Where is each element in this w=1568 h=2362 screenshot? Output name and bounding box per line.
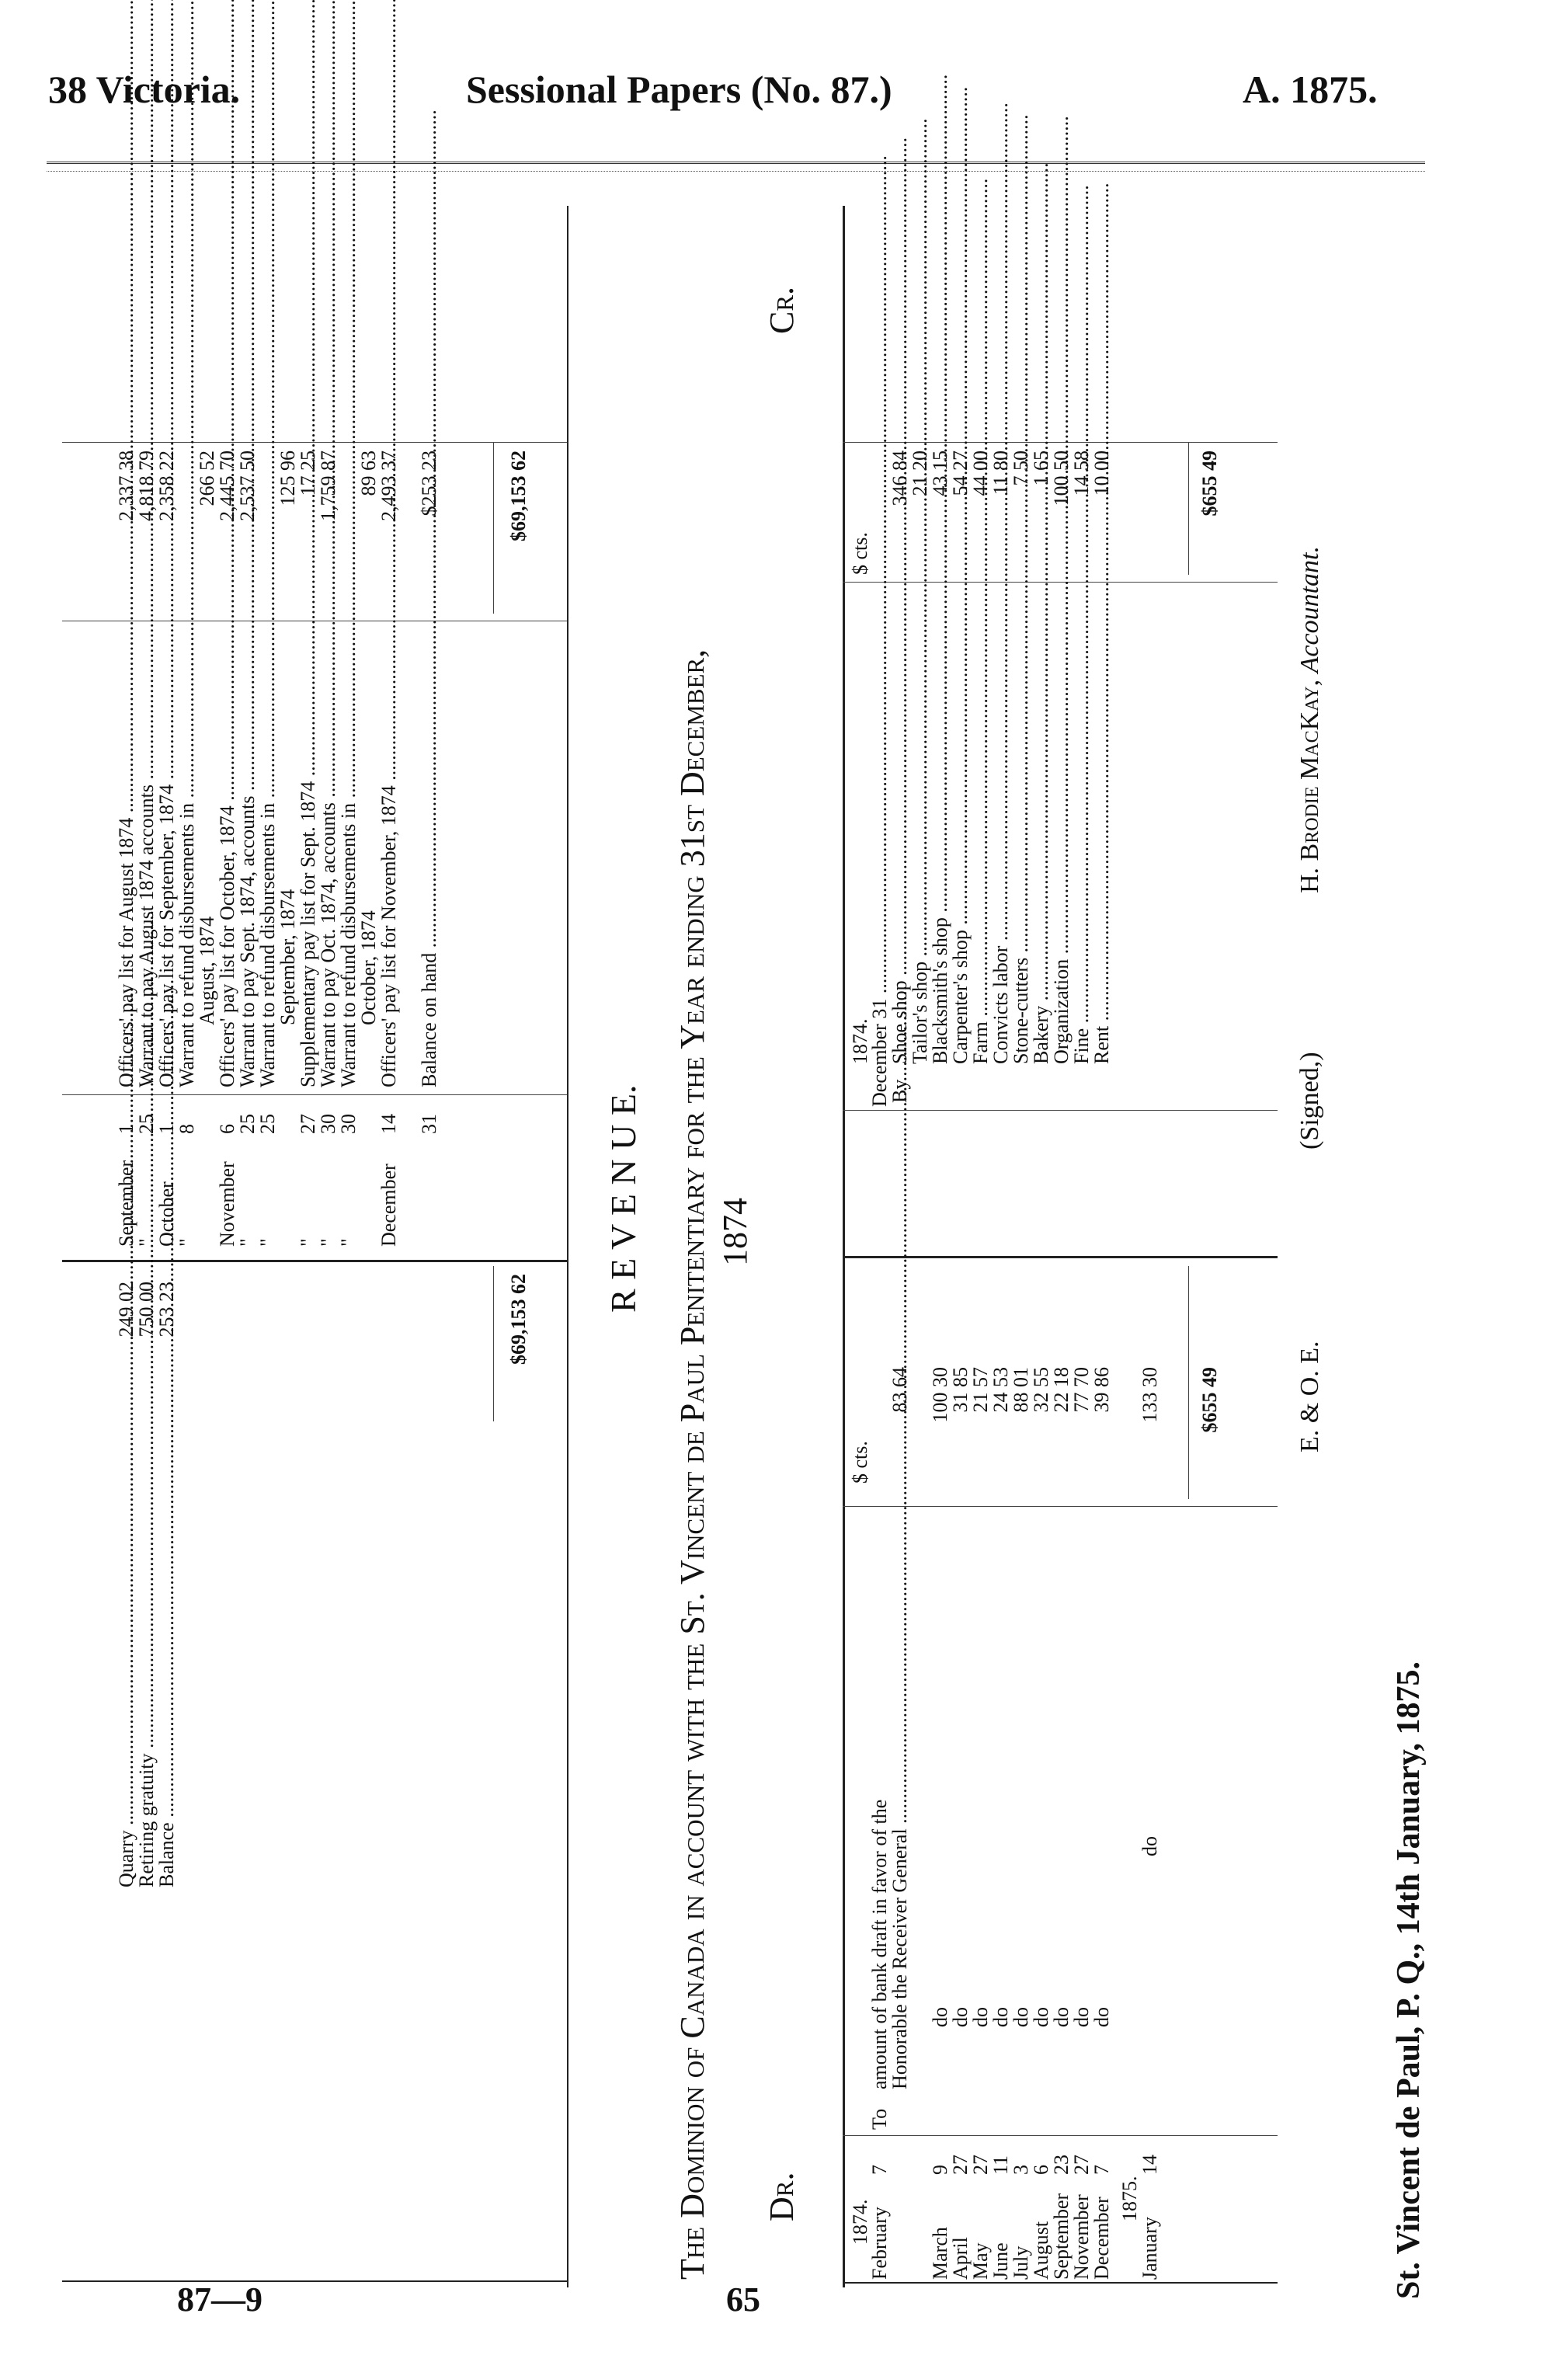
credit-day: 25 <box>256 1114 279 1134</box>
credit-amount: 17 25 <box>297 450 319 496</box>
debit-ditto: do <box>969 2007 992 2027</box>
credit-revenue-amount: 1 65 <box>1030 450 1052 486</box>
debit-month: November <box>1070 2194 1093 2280</box>
debit-month: August <box>1030 2221 1052 2280</box>
credit-day: 14 <box>377 1114 400 1134</box>
debit-month: December <box>1090 2197 1113 2280</box>
credit-revenue-item: Tailor's shop ..... <box>910 598 930 1064</box>
credit-revenue-amount: 11 80 <box>989 450 1012 496</box>
credit-month: " <box>176 1238 198 1247</box>
credit-day: 25 <box>236 1114 259 1134</box>
debit-month: May <box>969 2242 992 2280</box>
revenue-date-rule <box>843 2135 1278 2136</box>
debit-ditto: do <box>1030 2007 1052 2027</box>
credit-day: 25 <box>135 1114 158 1134</box>
credit-day: 30 <box>317 1114 339 1134</box>
revenue-credit-total: $655 49 <box>1198 450 1221 517</box>
credit-revenue-item: Bakery ..... <box>1031 598 1052 1064</box>
credit-revenue-item: Farm ..... <box>971 598 991 1064</box>
eoe-note: E. & O. E. <box>1295 1341 1324 1452</box>
debit-amount: 249 02 <box>115 1282 137 1338</box>
credit-revenue-amount: 21 20 <box>909 450 931 496</box>
header-year: A. 1875. <box>1243 68 1378 111</box>
credit-month: " <box>256 1238 279 1247</box>
debit-day: 27 <box>949 2155 972 2175</box>
credit-by: By <box>888 1079 911 1103</box>
credit-amount: 2,537 50 <box>236 450 259 521</box>
credit-day: 31 <box>418 1114 440 1134</box>
debit-total-rule <box>493 1266 494 1421</box>
credit-year: 1874. <box>849 1018 871 1064</box>
debit-ditto: do <box>949 2007 972 2027</box>
debit-amount: 21 57 <box>969 1367 992 1413</box>
credit-description: Officers' pay list for November, 1874 ..... <box>379 629 399 1087</box>
revenue-title-year: 1874 <box>716 1198 754 1266</box>
revenue-title: The Dominion of Canada in account with the St. Vincent de Paul Penitentiary for the Year ending 31st December, <box>673 649 711 2280</box>
credit-month: November <box>216 1161 238 1247</box>
debit-month: July <box>1010 2245 1032 2280</box>
credit-month: " <box>317 1238 339 1247</box>
debit-description: amount of bank draft in favor of the <box>868 1799 891 2089</box>
debit-amount: 253 23 <box>155 1282 178 1338</box>
credit-currency-head: $ cts. <box>849 532 871 575</box>
credit-description: Officers' pay list for October, 1874 ..... <box>217 629 238 1087</box>
debit-to: To <box>868 2108 891 2130</box>
debit-day: 14 <box>1139 2155 1161 2175</box>
credit-day: 1 <box>155 1124 178 1134</box>
debit-day: 11 <box>989 2155 1012 2175</box>
debit-ditto: do <box>1070 2007 1093 2027</box>
credit-description: Warrant to pay August 1874 accounts ..... <box>137 629 157 1087</box>
credit-month: " <box>297 1238 319 1247</box>
credit-amount: 2,337 38 <box>115 450 137 521</box>
debit-year-1875: 1875. <box>1118 2176 1141 2221</box>
debit-day: 6 <box>1030 2165 1052 2175</box>
debit-day: 23 <box>1050 2155 1073 2175</box>
credit-amount: 89 63 <box>357 450 380 496</box>
debit-month: April <box>949 2237 972 2280</box>
top-left-rule <box>62 2280 567 2282</box>
debit-month: February <box>868 2207 891 2280</box>
credit-total: $69,153 62 <box>507 450 530 541</box>
credit-amount: 266 52 <box>196 450 218 506</box>
credit-revenue-item: Blacksmith's shop ..... <box>930 598 951 1064</box>
debit-item: Quarry ..... <box>116 1484 137 1887</box>
debit-ditto: do <box>1050 2007 1073 2027</box>
debit-amount: 88 01 <box>1010 1367 1032 1413</box>
credit-description-cont: September, 1874 <box>276 889 299 1025</box>
revenue-top-rule <box>843 206 845 2287</box>
debit-ditto: do <box>929 2007 951 2027</box>
credit-description: Warrant to refund disbursements in ..... <box>339 629 359 1087</box>
debit-month: June <box>989 2242 1012 2280</box>
credit-month: " <box>337 1238 360 1247</box>
revenue-left-rule <box>843 2282 1278 2284</box>
credit-amount: 125 96 <box>276 450 299 506</box>
debit-amount: 32 55 <box>1030 1367 1052 1413</box>
credit-revenue-amount: 10 00 <box>1090 450 1113 496</box>
debit-amount: 24 53 <box>989 1367 1012 1413</box>
debit-amount: 133 30 <box>1139 1367 1161 1423</box>
debit-total: $69,153 62 <box>507 1274 530 1365</box>
credit-revenue-amount: 346 84 <box>888 450 911 506</box>
debit-amount: 39 86 <box>1090 1367 1113 1413</box>
credit-revenue-item: Rent ..... <box>1092 598 1112 1064</box>
credit-day: 1 <box>115 1124 137 1134</box>
footer-doc-number: 87—9 <box>177 2280 262 2319</box>
credit-revenue-item: Organization ..... <box>1052 598 1072 1064</box>
credit-description: Balance on hand ..... <box>419 629 440 1087</box>
credit-revenue-item: Carpenter's shop ..... <box>951 598 971 1064</box>
dr-label: Dr. <box>763 2172 801 2221</box>
debit-day: 27 <box>1070 2155 1093 2175</box>
signer-name: H. Brodie MacKay, Accountant. <box>1295 546 1324 893</box>
credit-total-rule <box>493 443 494 614</box>
credit-description: Warrant to pay Oct. 1874, accounts ..... <box>318 629 339 1087</box>
credit-amount: 2,445 70 <box>216 450 238 521</box>
credit-date: December 31 ..... <box>870 967 890 1107</box>
debit-day: 3 <box>1010 2165 1032 2175</box>
header-sessional-papers: Sessional Papers (No. 87.) <box>466 68 892 111</box>
debit-month: January <box>1139 2217 1161 2280</box>
header-volume: 38 Victoria. <box>48 68 241 111</box>
revenue-credit-total-rule <box>1188 443 1189 575</box>
credit-month: " <box>135 1238 158 1247</box>
debit-description-cont: Honorable the Receiver General ..... <box>890 1623 910 2089</box>
credit-description: Officers' pay list for August 1874 ..... <box>116 629 137 1087</box>
credit-day: 6 <box>216 1124 238 1134</box>
debit-amount: 83 64 <box>888 1367 911 1413</box>
debit-amount: 22 18 <box>1050 1367 1073 1413</box>
credit-day: 30 <box>337 1114 360 1134</box>
credit-revenue-item: Shoe shop ..... <box>890 598 910 1064</box>
debit-amount: 750 00 <box>135 1282 158 1338</box>
debit-ditto: do <box>1010 2007 1032 2027</box>
credit-amount: $253 23 <box>418 450 440 517</box>
debit-year: 1874. <box>849 2199 871 2245</box>
debit-amount: 77 70 <box>1070 1367 1093 1413</box>
credit-month: December <box>377 1164 400 1247</box>
credit-description-cont: October, 1874 <box>357 910 380 1025</box>
debit-currency-head: $ cts. <box>849 1441 871 1484</box>
credit-description: Officers' pay list for September, 1874 ..... <box>157 629 177 1087</box>
revenue-heading: R E V E N U E. <box>603 1084 643 1313</box>
credit-description: Warrant to refund disbursements in ..... <box>258 629 278 1087</box>
credit-revenue-amount: 7 50 <box>1010 450 1032 486</box>
revenue-debit-total: $655 49 <box>1198 1367 1221 1433</box>
credit-day: 27 <box>297 1114 319 1134</box>
cr-label: Cr. <box>763 286 801 334</box>
debit-ditto: do <box>1090 2007 1113 2027</box>
credit-revenue-item: Convicts labor ..... <box>991 598 1011 1064</box>
debit-ditto: do <box>989 2007 1012 2027</box>
debit-item: Balance ..... <box>157 1484 177 1887</box>
debit-month: September <box>1050 2193 1073 2280</box>
debit-month: March <box>929 2227 951 2280</box>
top-section-bottom-rule <box>567 206 568 2287</box>
credit-month: September <box>115 1160 137 1247</box>
debit-item: Retiring gratuity ..... <box>137 1484 157 1887</box>
credit-revenue-amount: 44 00 <box>969 450 992 496</box>
debit-amount: 31 85 <box>949 1367 972 1413</box>
debit-day: 9 <box>929 2165 951 2175</box>
credit-description: Supplementary pay list for Sept. 1874 ..... <box>298 629 318 1087</box>
credit-month: " <box>236 1238 259 1247</box>
credit-amount: 1,759 87 <box>317 450 339 521</box>
credit-description: Warrant to pay Sept. 1874, accounts ..... <box>238 629 258 1087</box>
footer-page-number: 65 <box>726 2280 760 2319</box>
credit-amount: 4,818 79 <box>135 450 158 521</box>
credit-revenue-amount: 54 27 <box>949 450 972 496</box>
debit-day: 27 <box>969 2155 992 2175</box>
credit-day: 8 <box>176 1124 198 1134</box>
credit-amount: 2,358 22 <box>155 450 178 521</box>
debit-amount: 100 30 <box>929 1367 951 1423</box>
rotated-ledger <box>62 194 1351 2291</box>
debit-day: 7 <box>1090 2165 1113 2175</box>
signed-note: (Signed,) <box>1295 1052 1324 1150</box>
credit-revenue-amount: 14 58 <box>1070 450 1093 496</box>
credit-revenue-item: Stone-cutters ..... <box>1011 598 1031 1064</box>
debit-day: 7 <box>868 2165 891 2175</box>
credit-revenue-amount: 43 15 <box>929 450 951 496</box>
credit-amount: 2,493 37 <box>377 450 400 521</box>
place-date: St. Vincent de Paul, P. Q., 14th January, 1875. <box>1391 1661 1427 2299</box>
credit-revenue-amount: 100 50 <box>1050 450 1073 506</box>
credit-description: Warrant to refund disbursements in ..... <box>177 629 197 1087</box>
credit-description-cont: August, 1874 <box>196 916 218 1025</box>
credit-month: October <box>155 1181 178 1247</box>
debit-ditto: do <box>1139 1836 1161 1856</box>
revenue-debit-total-rule <box>1188 1266 1189 1499</box>
credit-revenue-item: Fine ..... <box>1072 598 1092 1064</box>
